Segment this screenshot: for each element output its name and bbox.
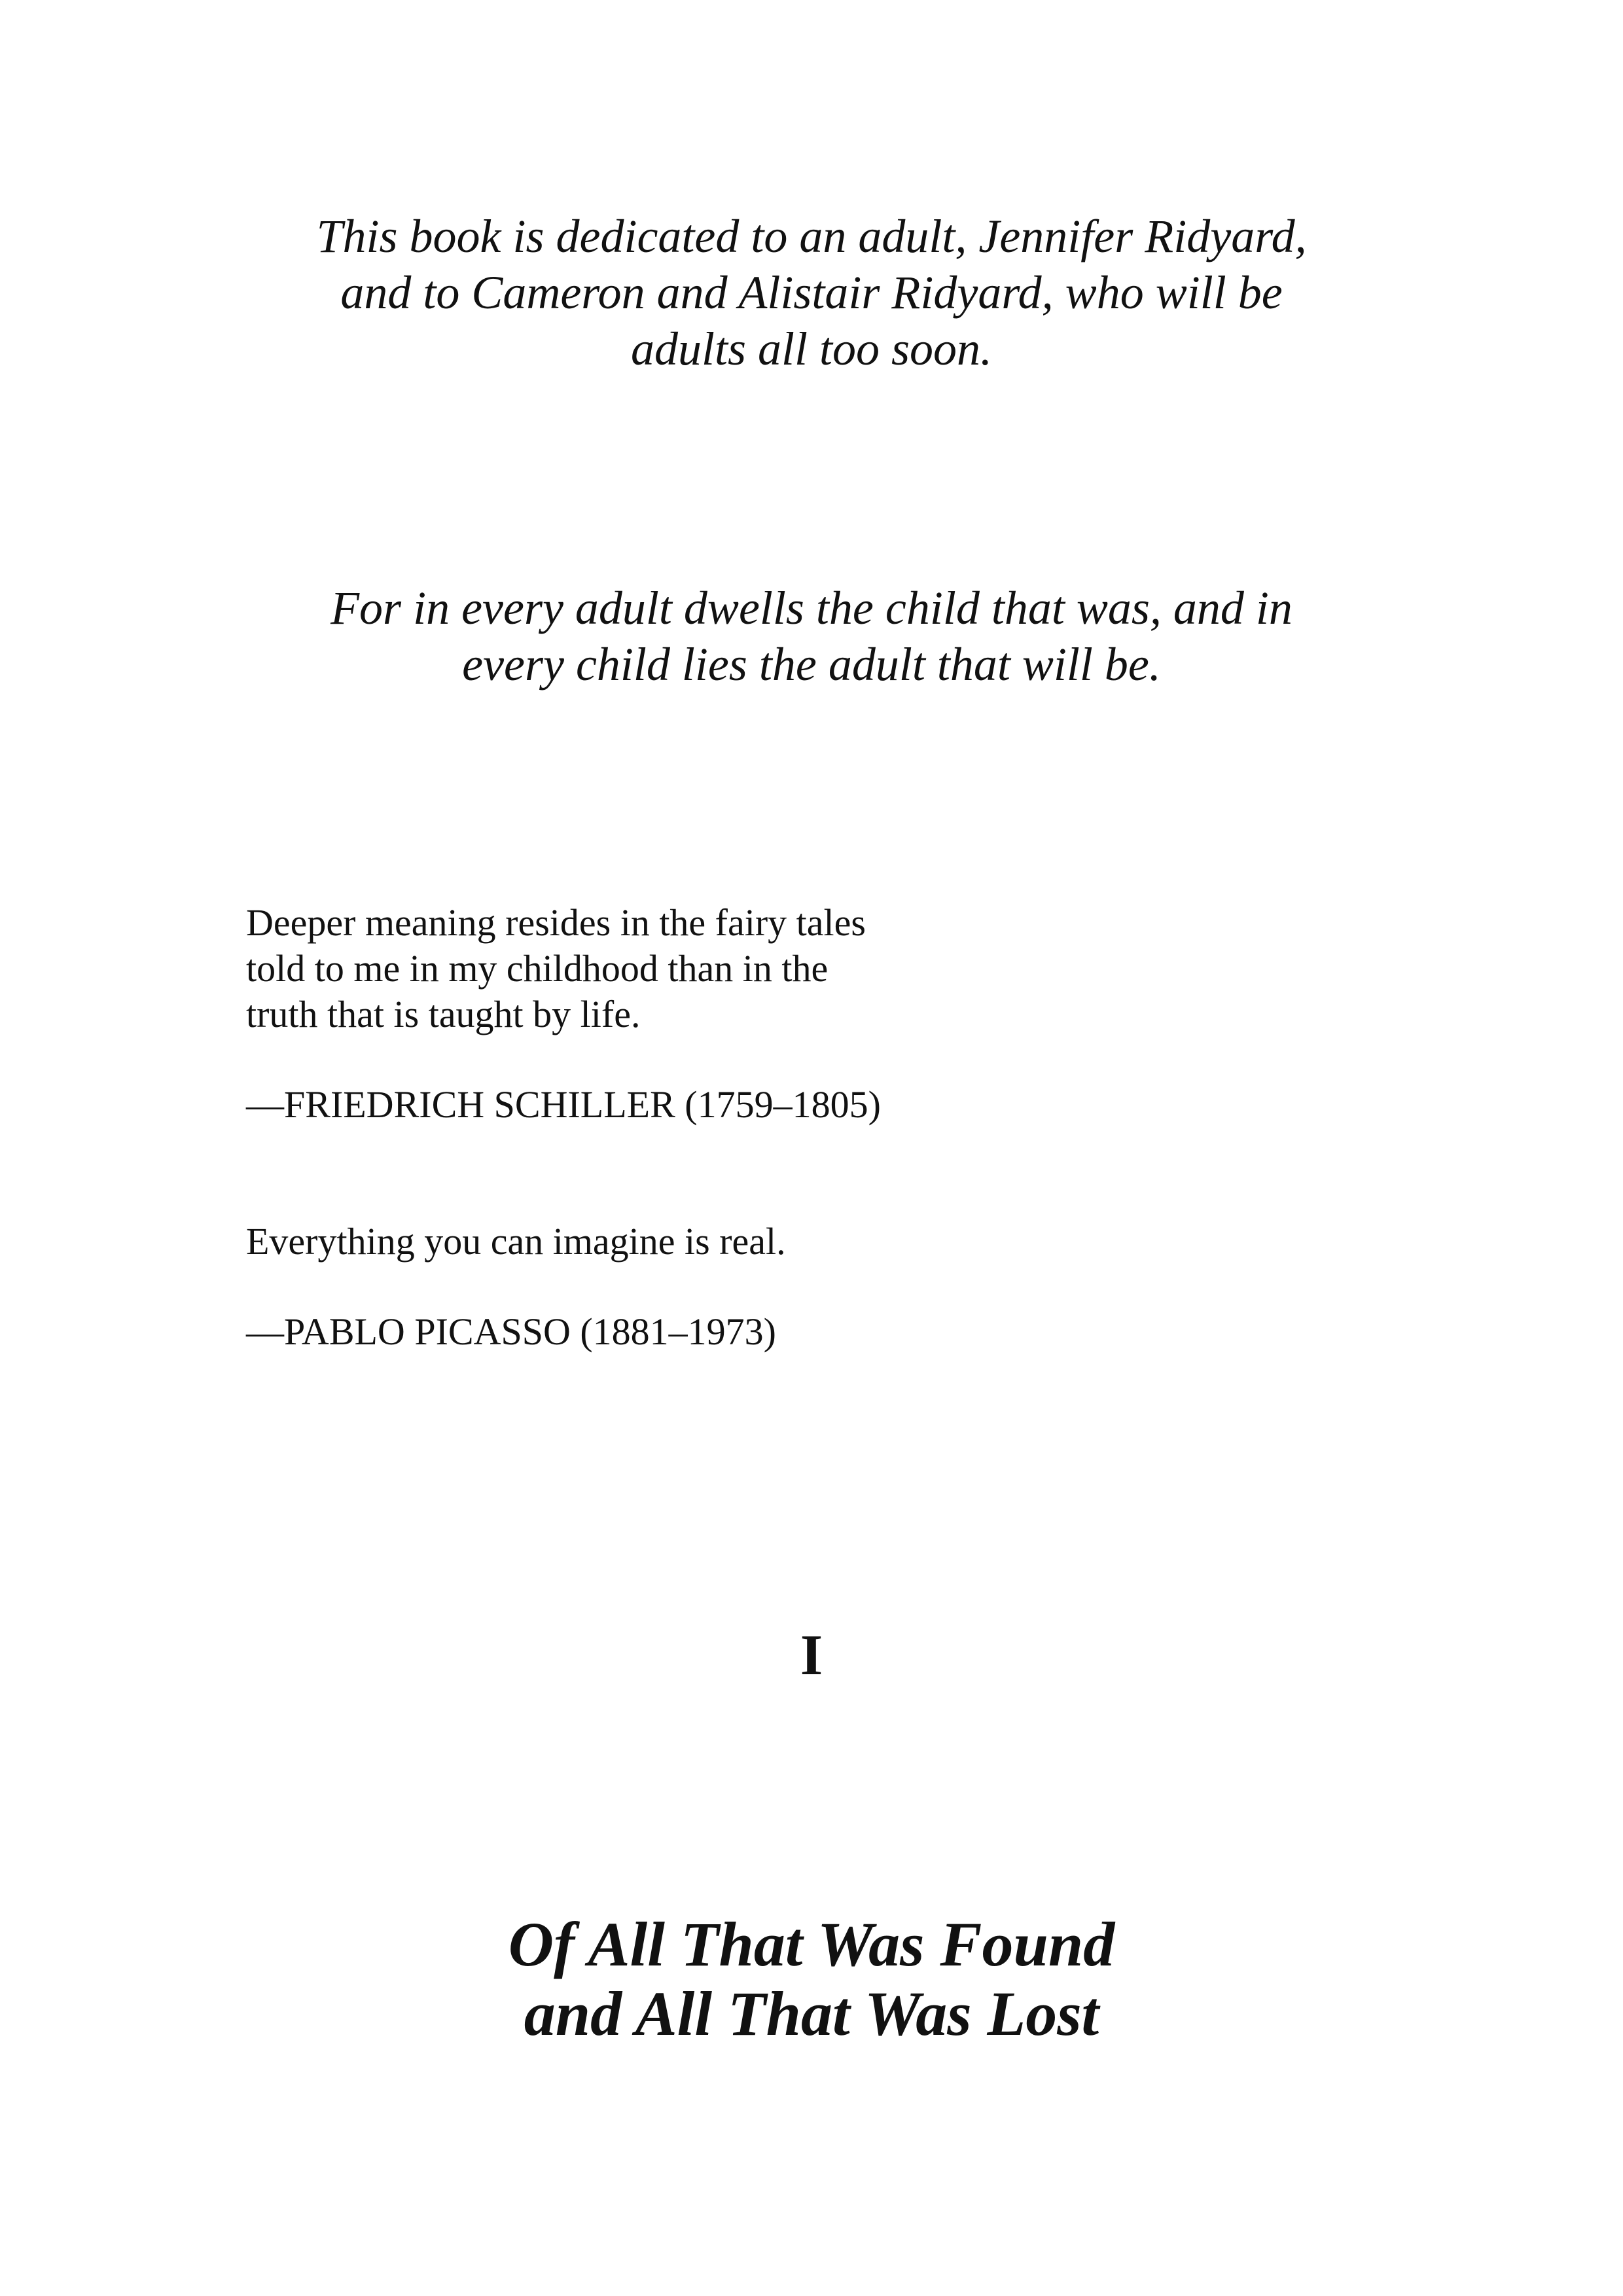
epigraph-schiller [246, 900, 1293, 1128]
dedication [288, 208, 1335, 377]
part-title [0, 1910, 1623, 2049]
dedication-line: and to Cameron and Alistair Ridyard, who will be [340, 266, 1283, 319]
dedication-line: This book is dedicated to an adult, Jennifer Ridyard, [316, 210, 1307, 262]
motto-line: every child lies the adult that will be. [462, 638, 1161, 691]
part-number: I [800, 1624, 823, 1687]
part-title-line: and All That Was Lost [524, 1979, 1099, 2049]
epigraph-attribution: —FRIEDRICH SCHILLER (1759–1805) [246, 1083, 881, 1126]
part-title-line: Of All That Was Found [508, 1909, 1115, 1979]
dedication-line: adults all too soon. [630, 323, 993, 375]
epigraph-picasso [246, 1219, 1293, 1355]
motto [288, 580, 1335, 692]
motto-line: For in every adult dwells the child that was, and in [330, 582, 1293, 634]
epigraph-line: Deeper meaning resides in the fairy tales [246, 901, 866, 944]
epigraph-line: told to me in my childhood than in the [246, 947, 829, 990]
epigraph-line: truth that is taught by life. [246, 993, 641, 1035]
epigraph-line: Everything you can imagine is real. [246, 1220, 786, 1263]
epigraph-attribution: —PABLO PICASSO (1881–1973) [246, 1310, 776, 1353]
